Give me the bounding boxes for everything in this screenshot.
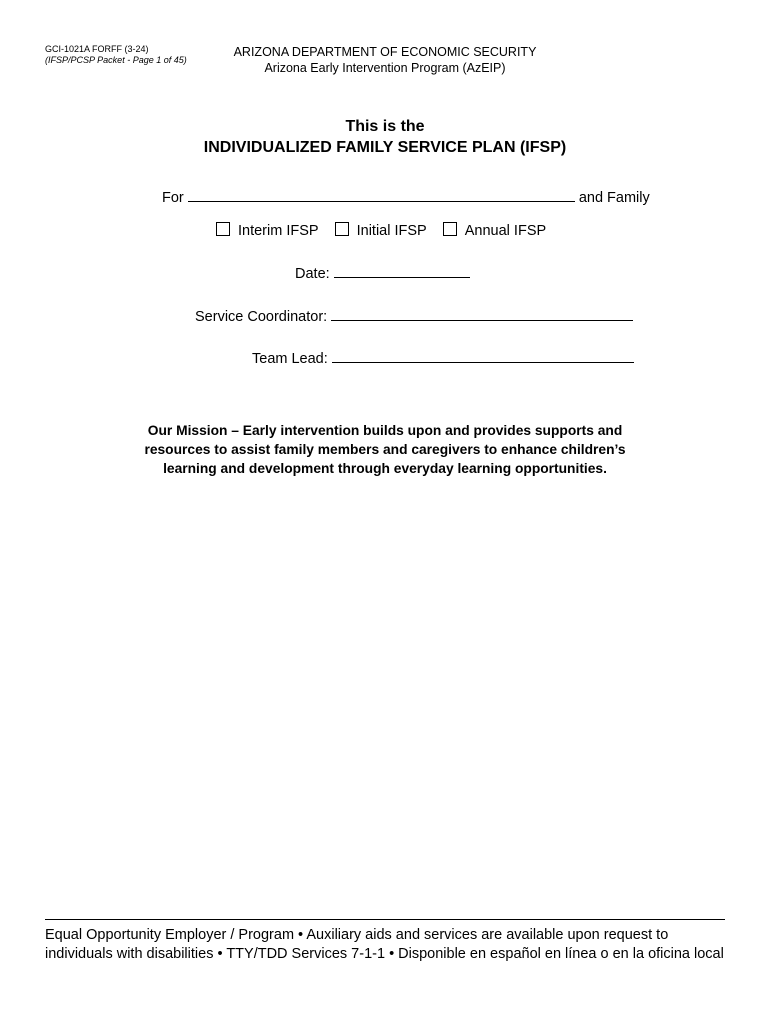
page-title — [0, 116, 770, 158]
packet-page: (IFSP/PCSP Packet - Page 1 of 45) — [45, 55, 187, 65]
mission-statement — [95, 421, 675, 478]
team-lead-row — [252, 348, 634, 369]
child-name-row — [162, 187, 650, 208]
agency-name: ARIZONA DEPARTMENT OF ECONOMIC SECURITY — [233, 45, 537, 59]
initial-ifsp-label: Initial IFSP — [356, 223, 427, 239]
title-line-1: This is the — [345, 118, 425, 135]
title-line-2: INDIVIDUALIZED FAMILY SERVICE PLAN (IFSP) — [203, 139, 567, 156]
footer-divider — [45, 919, 725, 920]
interim-ifsp-label: Interim IFSP — [238, 223, 319, 239]
service-coordinator-label: Service Coordinator: — [195, 309, 328, 325]
interim-ifsp-checkbox[interactable] — [216, 222, 230, 236]
form-identifier — [45, 44, 187, 66]
ifsp-option-initial — [335, 221, 427, 241]
mission-line-1: Our Mission – Early intervention builds upon and provides supports and — [147, 423, 623, 438]
date-field[interactable] — [334, 263, 470, 278]
team-lead-label: Team Lead: — [252, 351, 328, 367]
agency-header — [200, 44, 570, 76]
ifsp-option-annual — [443, 221, 546, 241]
for-label: For — [162, 190, 184, 206]
footer-notice: Equal Opportunity Employer / Program • Auxiliary aids and services are available upon request to individuals with disabilities • TTY/TDD Services 7-1-1 • Disponible en español en línea o en la oficina local — [45, 927, 724, 962]
annual-ifsp-checkbox[interactable] — [443, 222, 457, 236]
ifsp-option-interim — [216, 221, 319, 241]
form-number: GCI-1021A FORFF (3-24) — [45, 44, 149, 54]
ifsp-type-options — [216, 221, 558, 241]
team-lead-field[interactable] — [332, 348, 634, 363]
service-coordinator-row — [195, 306, 633, 327]
mission-line-3: learning and development through everyday learning opportunities. — [163, 461, 607, 476]
annual-ifsp-label: Annual IFSP — [464, 223, 547, 239]
child-name-field[interactable] — [188, 187, 575, 202]
initial-ifsp-checkbox[interactable] — [335, 222, 349, 236]
service-coordinator-field[interactable] — [331, 306, 633, 321]
date-row — [295, 263, 470, 284]
family-label: and Family — [578, 190, 650, 206]
mission-line-2: resources to assist family members and caregivers to enhance children’s — [144, 442, 626, 457]
program-name: Arizona Early Intervention Program (AzEIP) — [264, 61, 506, 75]
date-label: Date: — [295, 266, 330, 282]
